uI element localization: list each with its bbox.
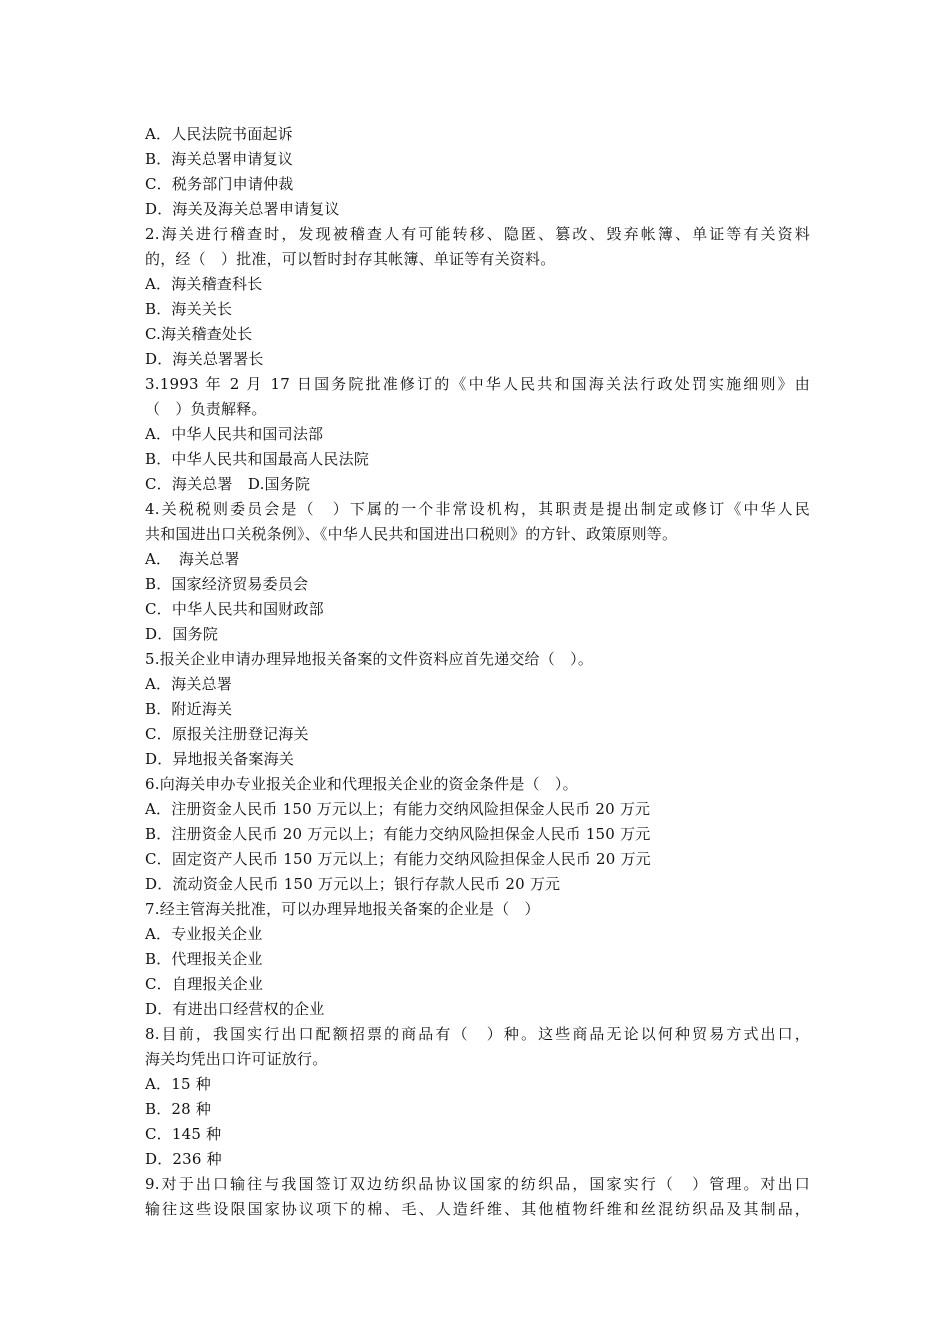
question-text-line: （ ）负责解释。 [145,400,267,418]
answer-option-line: C．固定资产人民币 150 万元以上；有能力交纳风险担保金人民币 20 万元 [145,850,651,868]
answer-option-line: C．中华人民共和国财政部 [145,600,324,618]
question-text-line: 3.1993 年 2 月 17 日国务院批准修订的《中华人民共和国海关法行政处罚实施细则》由 [145,375,810,393]
answer-option-line: C．税务部门申请仲裁 [145,175,294,193]
answer-option-line: D．海关及海关总署申请复议 [145,200,340,218]
question-text-line: 8.目前，我国实行出口配额招票的商品有（ ）种。这些商品无论以何种贸易方式出口， [145,1025,810,1043]
answer-option-line: D．异地报关备案海关 [145,750,295,768]
answer-option-line: B．代理报关企业 [145,950,263,968]
answer-option-line: C.海关稽查处长 [145,325,253,343]
question-text-line: 9.对于出口输往与我国签订双边纺织品协议国家的纺织品，国家实行（ ）管理。对出口 [145,1175,810,1193]
question-text-line: 6.向海关申办专业报关企业和代理报关企业的资金条件是（ ）。 [145,775,578,793]
answer-option-line: B．海关总署申请复议 [145,150,294,168]
question-text-line: 7.经主管海关批准，可以办理异地报关备案的企业是（ ） [145,900,540,918]
answer-option-line: A．注册资金人民币 150 万元以上；有能力交纳风险担保金人民币 20 万元 [145,800,651,818]
question-text-line: 5.报关企业申请办理异地报关备案的文件资料应首先递交给（ ）。 [145,650,594,668]
answer-option-line: D．有进出口经营权的企业 [145,1000,325,1018]
answer-option-line: A．15 种 [145,1075,211,1093]
document-body [145,122,810,1222]
answer-option-line: C．145 种 [145,1125,222,1143]
answer-option-line: A．中华人民共和国司法部 [145,425,324,443]
question-text-line: 4.关税税则委员会是（ ）下属的一个非常设机构，其职责是提出制定或修订《中华人民 [145,500,810,518]
answer-option-line: C．自理报关企业 [145,975,264,993]
answer-option-line: C．原报关注册登记海关 [145,725,309,743]
answer-option-line: A．专业报关企业 [145,925,263,943]
answer-option-line: D．流动资金人民币 150 万元以上；银行存款人民币 20 万元 [145,875,561,893]
answer-option-line: A．人民法院书面起诉 [145,125,293,143]
answer-option-line: C．海关总署 D.国务院 [145,475,311,493]
answer-option-line: D．国务院 [145,625,219,643]
question-text-line: 海关均凭出口许可证放行。 [145,1050,328,1068]
answer-option-line: A．海关总署 [145,675,233,693]
answer-option-line: A． 海关总署 [145,550,240,568]
answer-option-line: B．注册资金人民币 20 万元以上；有能力交纳风险担保金人民币 150 万元 [145,825,651,843]
answer-option-line: B．海关关长 [145,300,233,318]
answer-option-line: A．海关稽查科长 [145,275,263,293]
answer-option-line: B．国家经济贸易委员会 [145,575,309,593]
answer-option-line: B．附近海关 [145,700,233,718]
answer-option-line: D．海关总署署长 [145,350,264,368]
question-text-line: 的，经（ ）批准，可以暂时封存其帐簿、单证等有关资料。 [145,250,556,268]
answer-option-line: B．中华人民共和国最高人民法院 [145,450,370,468]
answer-option-line: B．28 种 [145,1100,212,1118]
question-text-line: 2.海关进行稽查时，发现被稽查人有可能转移、隐匿、篡改、毁弃帐簿、单证等有关资料 [145,225,810,243]
question-text-line: 共和国进出口关税条例》、《中华人民共和国进出口税则》的方针、政策原则等。 [145,525,678,543]
question-text-line: 输往这些设限国家协议项下的棉、毛、人造纤维、其他植物纤维和丝混纺织品及其制品， [145,1200,810,1218]
answer-option-line: D．236 种 [145,1150,222,1168]
